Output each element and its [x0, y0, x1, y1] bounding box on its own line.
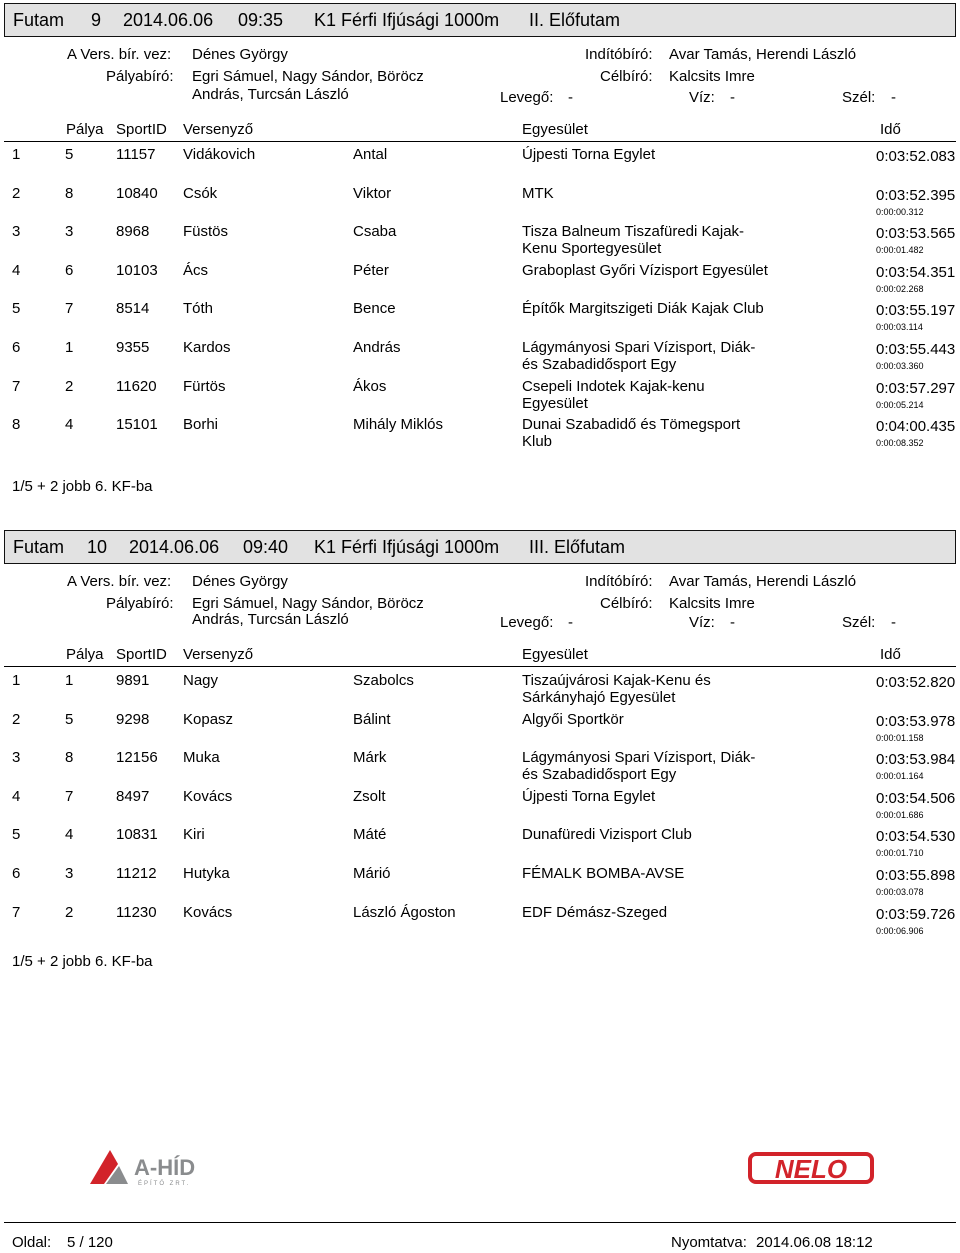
svg-text:A-HÍD: A-HÍD — [134, 1155, 196, 1180]
footer-divider — [4, 1222, 956, 1223]
time-diff-cell: 0:00:01.158 — [876, 732, 924, 743]
heat-time: 09:35 — [238, 10, 284, 30]
club-cell: MTK — [522, 184, 554, 202]
first-name-cell: András — [353, 339, 401, 356]
heat-section — [0, 0, 960, 536]
sportid-cell: 15101 — [116, 416, 158, 434]
celbiro-label: Célbíró: — [600, 595, 653, 612]
nelo-logo — [748, 1150, 874, 1186]
svg-text:ÉPÍTŐ ZRT.: ÉPÍTŐ ZRT. — [138, 1181, 191, 1187]
printed-label: Nyomtatva: — [671, 1234, 747, 1251]
first-name-cell: Csaba — [353, 223, 397, 241]
heat-title-bar — [4, 3, 956, 37]
sportid-cell: 9355 — [116, 339, 150, 356]
place-cell: 5 — [12, 826, 21, 844]
sportid-cell: 12156 — [116, 749, 158, 767]
first-name-cell: Bálint — [353, 710, 391, 728]
celbiro-value: Kalcsits Imre — [669, 595, 755, 612]
last-name-cell: Ács — [183, 261, 209, 279]
place-cell: 3 — [12, 749, 21, 767]
col-versenyzo: Versenyző — [183, 121, 254, 138]
table-row — [0, 788, 960, 828]
sportid-cell: 11157 — [116, 146, 156, 163]
club-cell: Újpesti Torna Egylet — [522, 146, 656, 163]
sportid-cell: 9891 — [116, 672, 150, 689]
levego-label: Levegő: — [500, 89, 554, 106]
palyabiro-value-line1: Egri Sámuel, Nagy Sándor, Böröcz — [192, 595, 424, 612]
time-cell: 0:03:54.506 — [876, 789, 956, 807]
club-cell: Lágymányosi Spari Vízisport, Diák- és Szabadidősport Egy — [522, 339, 756, 373]
time-cell: 0:03:55.898 — [876, 867, 956, 884]
club-cell: Tisza Balneum Tiszafüredi Kajak-Kenu Sportegyesület — [522, 223, 745, 258]
time-diff-cell: 0:00:06.906 — [876, 925, 924, 936]
vers-biro-label: A Vers. bír. vez: — [67, 46, 172, 63]
inditobiro-label: Indítóbíró: — [585, 46, 653, 63]
szel-label: Szél: — [842, 614, 876, 631]
time-cell: 0:03:52.083 — [876, 148, 956, 165]
time-diff-cell: 0:00:08.352 — [876, 438, 924, 449]
heat-date: 2014.06.06 — [129, 537, 220, 557]
last-name-cell: Kovács — [183, 787, 233, 805]
last-name-cell: Hutyka — [183, 865, 230, 882]
club-cell: FÉMALK BOMBA-AVSE — [522, 865, 685, 882]
last-name-cell: Fürtös — [183, 377, 226, 395]
last-name-cell: Csók — [183, 184, 218, 202]
lane-cell: 8 — [65, 749, 74, 767]
first-name-cell: Mihály Miklós — [353, 416, 444, 434]
heat-time: 09:40 — [243, 537, 289, 557]
time-diff-cell: 0:00:01.686 — [876, 809, 924, 820]
palyabiro-label: Pályabíró: — [106, 595, 174, 612]
time-cell: 0:03:54.351 — [876, 263, 956, 281]
time-diff-cell: 0:00:03.114 — [876, 322, 923, 333]
heat-event: K1 Férfi Ifjúsági 1000m — [314, 537, 500, 557]
sportid-cell: 11230 — [116, 903, 157, 921]
col-sportid: SportID — [116, 646, 167, 663]
col-egyesulet: Egyesület — [522, 646, 588, 663]
place-cell: 7 — [12, 903, 21, 921]
a-hid-logo — [88, 1148, 230, 1188]
first-name-cell: Zsolt — [353, 787, 386, 805]
last-name-cell: Kardos — [183, 339, 231, 356]
sportid-cell: 8968 — [116, 223, 150, 241]
time-cell: 0:03:52.395 — [876, 186, 956, 204]
time-diff-cell: 0:00:05.214 — [876, 399, 924, 410]
first-name-cell: Bence — [353, 300, 396, 318]
futam-label: Futam — [13, 10, 65, 30]
lane-cell: 8 — [65, 184, 74, 202]
qualify-note: 1/5 + 2 jobb 6. KF-ba — [12, 953, 153, 970]
last-name-cell: Füstös — [183, 223, 229, 241]
table-row — [0, 672, 960, 712]
vers-biro-value: Dénes György — [192, 46, 288, 63]
time-cell: 0:03:55.443 — [876, 341, 956, 358]
a-hid-logo-mark — [88, 1148, 230, 1188]
lane-cell: 2 — [65, 903, 74, 921]
palyabiro-value-line2: András, Turcsán László — [192, 611, 349, 628]
lane-cell: 5 — [65, 710, 74, 728]
club-cell: Csepeli Indotek Kajak-kenu Egyesület — [522, 377, 705, 412]
inditobiro-label: Indítóbíró: — [585, 573, 653, 590]
place-cell: 2 — [12, 184, 21, 202]
club-cell: Dunai Szabadidő és Tömegsport Klub — [522, 416, 741, 451]
levego-label: Levegő: — [500, 614, 554, 631]
lane-cell: 5 — [65, 146, 74, 163]
table-row — [0, 378, 960, 418]
place-cell: 1 — [12, 146, 21, 163]
table-row — [0, 300, 960, 340]
time-diff-cell: 0:00:03.078 — [876, 887, 924, 897]
time-diff-cell: 0:00:01.710 — [876, 848, 924, 859]
club-cell: Lágymányosi Spari Vízisport, Diák- és Szabadidősport Egy — [522, 749, 756, 784]
heat-section — [0, 527, 960, 1063]
first-name-cell: László Ágoston — [353, 903, 456, 921]
palyabiro-value-line2: András, Turcsán László — [192, 86, 349, 103]
heat-event: K1 Férfi Ifjúsági 1000m — [314, 10, 500, 30]
palyabiro-label: Pályabíró: — [106, 68, 174, 85]
celbiro-label: Célbíró: — [600, 68, 653, 85]
table-row — [0, 339, 960, 379]
first-name-cell: Viktor — [353, 184, 392, 202]
viz-label: Víz: — [689, 89, 715, 106]
szel-value: - — [891, 89, 896, 106]
table-row — [0, 416, 960, 456]
place-cell: 3 — [12, 223, 21, 241]
page-value: 5 / 120 — [67, 1234, 113, 1251]
viz-value: - — [730, 614, 735, 631]
col-ido: Idő — [880, 646, 901, 663]
col-palya: Pálya — [66, 646, 104, 663]
time-diff-cell: 0:00:03.360 — [876, 361, 924, 371]
first-name-cell: Antal — [353, 146, 388, 163]
club-cell: EDF Démász-Szeged — [522, 903, 668, 921]
viz-label: Víz: — [689, 614, 715, 631]
time-cell: 0:03:59.726 — [876, 905, 956, 923]
last-name-cell: Kovács — [183, 903, 233, 921]
table-row — [0, 865, 960, 905]
sportid-cell: 10103 — [116, 261, 158, 279]
time-cell: 0:03:55.197 — [876, 302, 956, 320]
lane-cell: 7 — [65, 787, 74, 805]
table-row — [0, 904, 960, 944]
svg-text:NELO: NELO — [774, 1154, 848, 1184]
palyabiro-value-line1: Egri Sámuel, Nagy Sándor, Böröcz — [192, 68, 424, 85]
time-diff-cell: 0:00:00.312 — [876, 206, 924, 217]
time-cell: 0:03:57.297 — [876, 379, 956, 397]
lane-cell: 2 — [65, 377, 74, 395]
levego-value: - — [568, 614, 573, 631]
table-row — [0, 262, 960, 302]
time-diff-cell: 0:00:02.268 — [876, 283, 924, 294]
first-name-cell: Ákos — [353, 377, 387, 395]
heat-date: 2014.06.06 — [123, 10, 214, 30]
lane-cell: 6 — [65, 261, 74, 279]
time-cell: 0:03:54.530 — [876, 828, 956, 846]
heat-round: III. Előfutam — [529, 537, 626, 557]
first-name-cell: Máté — [353, 826, 387, 844]
time-cell: 0:03:53.984 — [876, 751, 956, 769]
heat-number: 9 — [91, 10, 102, 30]
club-cell: Újpesti Torna Egylet — [522, 787, 656, 805]
vers-biro-label: A Vers. bír. vez: — [67, 573, 172, 590]
sportid-cell: 9298 — [116, 710, 150, 728]
futam-label: Futam — [13, 537, 65, 557]
place-cell: 1 — [12, 672, 21, 689]
lane-cell: 3 — [65, 223, 74, 241]
nelo-logo-mark — [748, 1150, 874, 1186]
time-diff-cell: 0:00:01.482 — [876, 245, 924, 256]
printed-value: 2014.06.08 18:12 — [756, 1234, 873, 1251]
last-name-cell: Nagy — [183, 672, 219, 689]
place-cell: 7 — [12, 377, 21, 395]
sportid-cell: 8514 — [116, 300, 150, 318]
header-divider — [4, 666, 956, 667]
table-row — [0, 223, 960, 263]
time-cell: 0:03:53.978 — [876, 712, 956, 730]
col-sportid: SportID — [116, 121, 167, 138]
time-diff-cell: 0:00:01.164 — [876, 771, 924, 782]
inditobiro-value: Avar Tamás, Herendi László — [669, 573, 857, 590]
vers-biro-value: Dénes György — [192, 573, 288, 590]
szel-label: Szél: — [842, 89, 876, 106]
club-cell: Építők Margitszigeti Diák Kajak Club — [522, 300, 764, 318]
col-palya: Pálya — [66, 121, 104, 138]
qualify-note: 1/5 + 2 jobb 6. KF-ba — [12, 478, 153, 495]
place-cell: 8 — [12, 416, 21, 434]
first-name-cell: Márió — [353, 865, 391, 882]
heat-round: II. Előfutam — [529, 10, 621, 30]
page-label: Oldal: — [12, 1234, 52, 1251]
lane-cell: 4 — [65, 826, 74, 844]
heat-number: 10 — [87, 537, 108, 557]
place-cell: 6 — [12, 339, 21, 356]
table-row — [0, 146, 960, 186]
club-cell: Algyői Sportkör — [522, 710, 624, 728]
lane-cell: 1 — [65, 339, 74, 356]
club-cell: Graboplast Győri Vízisport Egyesület — [522, 261, 768, 279]
header-divider — [4, 141, 956, 142]
last-name-cell: Muka — [183, 749, 220, 767]
place-cell: 4 — [12, 261, 21, 279]
levego-value: - — [568, 89, 573, 106]
sportid-cell: 10831 — [116, 826, 158, 844]
time-cell: 0:03:53.565 — [876, 225, 956, 243]
lane-cell: 4 — [65, 416, 74, 434]
last-name-cell: Kiri — [183, 826, 205, 844]
first-name-cell: Márk — [353, 749, 387, 767]
sportid-cell: 11620 — [116, 377, 157, 395]
sportid-cell: 8497 — [116, 787, 150, 805]
lane-cell: 1 — [65, 672, 74, 689]
viz-value: - — [730, 89, 735, 106]
first-name-cell: Szabolcs — [353, 672, 414, 689]
place-cell: 4 — [12, 787, 21, 805]
last-name-cell: Tóth — [183, 300, 214, 318]
table-row — [0, 711, 960, 751]
celbiro-value: Kalcsits Imre — [669, 68, 755, 85]
inditobiro-value: Avar Tamás, Herendi László — [669, 46, 857, 63]
last-name-cell: Vidákovich — [183, 146, 256, 163]
lane-cell: 3 — [65, 865, 74, 882]
place-cell: 2 — [12, 710, 21, 728]
last-name-cell: Kopasz — [183, 710, 234, 728]
heat-title-bar — [4, 530, 956, 564]
club-cell: Dunafüredi Vizisport Club — [522, 826, 692, 844]
szel-value: - — [891, 614, 896, 631]
place-cell: 5 — [12, 300, 21, 318]
place-cell: 6 — [12, 865, 21, 882]
time-cell: 0:04:00.435 — [876, 418, 956, 436]
sportid-cell: 10840 — [116, 184, 158, 202]
sportid-cell: 11212 — [116, 865, 157, 882]
table-row — [0, 185, 960, 225]
col-egyesulet: Egyesület — [522, 121, 588, 138]
first-name-cell: Péter — [353, 261, 389, 279]
col-ido: Idő — [880, 121, 901, 138]
table-row — [0, 826, 960, 866]
col-versenyzo: Versenyző — [183, 646, 254, 663]
table-row — [0, 749, 960, 789]
last-name-cell: Borhi — [183, 416, 219, 434]
time-cell: 0:03:52.820 — [876, 674, 956, 691]
lane-cell: 7 — [65, 300, 74, 318]
club-cell: Tiszaújvárosi Kajak-Kenu és Sárkányhajó Egyesület — [522, 672, 711, 706]
